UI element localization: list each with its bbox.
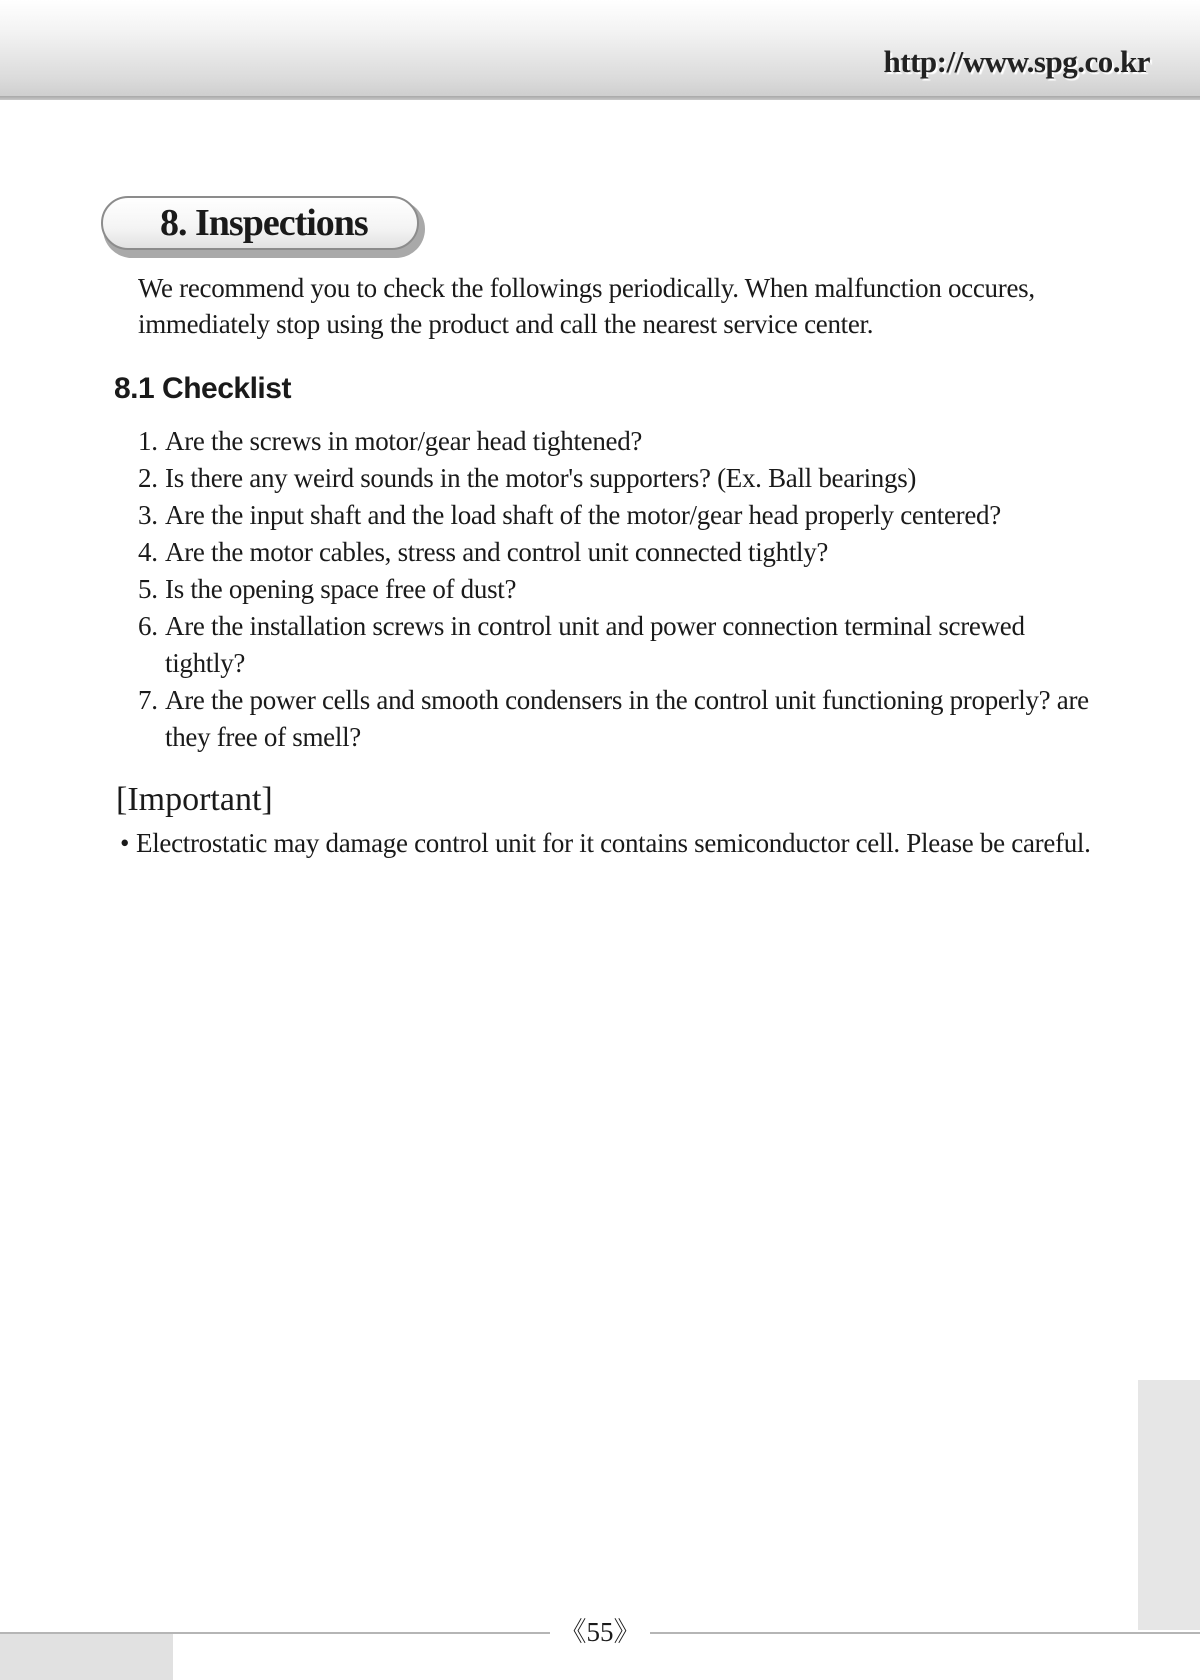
side-tab-decoration xyxy=(1138,1380,1200,1630)
checklist-item xyxy=(138,608,1098,682)
item-number: 2. xyxy=(138,463,158,493)
item-text: Are the screws in motor/gear head tightened? xyxy=(165,426,643,456)
item-number: 4. xyxy=(138,537,158,567)
checklist-item xyxy=(138,571,1098,608)
important-heading: [Important] xyxy=(116,781,273,818)
checklist-item xyxy=(138,460,1098,497)
intro-line: immediately stop using the product and call the nearest service center. xyxy=(138,309,874,339)
important-note xyxy=(120,825,1180,861)
item-number: 7. xyxy=(138,685,158,715)
website-link[interactable]: http://www.spg.co.kr xyxy=(883,44,1150,79)
intro-line: We recommend you to check the followings periodically. When malfunction occures, xyxy=(138,273,1035,303)
intro-paragraph xyxy=(138,270,1138,342)
bullet-icon: • xyxy=(120,828,130,858)
item-number: 6. xyxy=(138,611,158,641)
item-text: Are the installation screws in control unit and power connection terminal screwed tightly? xyxy=(165,611,1025,678)
checklist xyxy=(138,423,1098,756)
checklist-heading: 8.1 Checklist xyxy=(114,372,291,405)
item-text: Are the input shaft and the load shaft of the motor/gear head properly centered? xyxy=(165,500,1001,530)
item-text: Is the opening space free of dust? xyxy=(165,574,517,604)
item-text: Is there any weird sounds in the motor's supporters? (Ex. Ball bearings) xyxy=(165,463,917,493)
item-number: 5. xyxy=(138,574,158,604)
checklist-item xyxy=(138,682,1098,756)
item-number: 1. xyxy=(138,426,158,456)
section-title: 8. Inspections xyxy=(160,202,368,244)
item-text: Are the motor cables, stress and control unit connected tightly? xyxy=(165,537,829,567)
checklist-item xyxy=(138,423,1098,460)
important-note-text: Electrostatic may damage control unit for it contains semiconductor cell. Please be careful. xyxy=(136,828,1091,858)
header-divider xyxy=(0,96,1200,100)
item-number: 3. xyxy=(138,500,158,530)
checklist-item xyxy=(138,497,1098,534)
checklist-item xyxy=(138,534,1098,571)
footer-decoration xyxy=(0,1634,173,1680)
item-text: Are the power cells and smooth condensers in the control unit functioning properly? are they free of smell? xyxy=(165,685,1089,752)
page-number: 《55》 xyxy=(550,1612,650,1652)
